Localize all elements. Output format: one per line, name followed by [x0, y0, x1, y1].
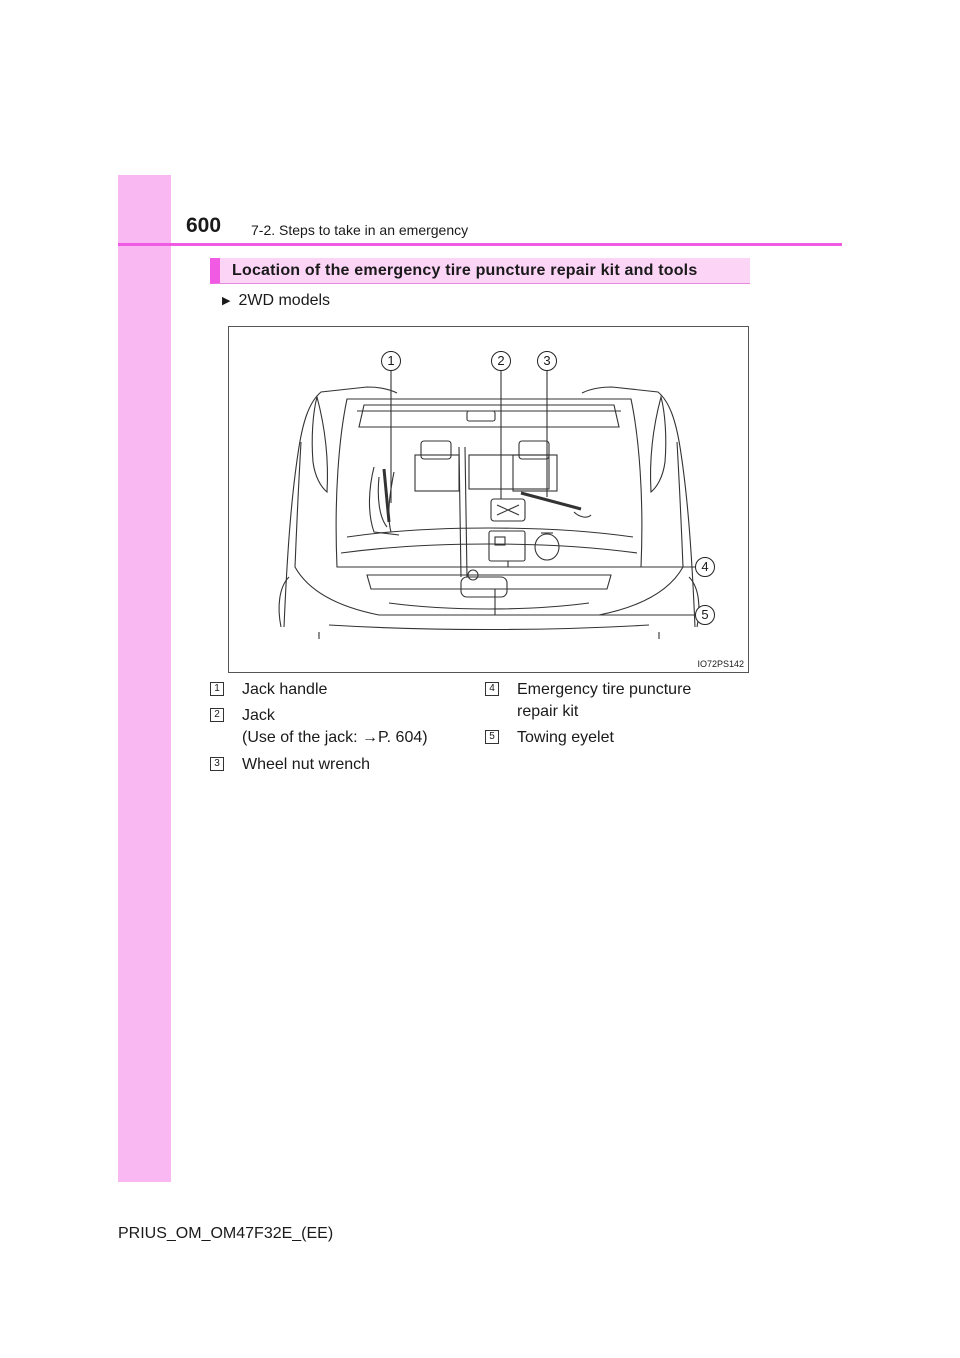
item-label: Wheel nut wrench: [242, 756, 371, 773]
item-label: Emergency tire puncture: [517, 681, 692, 698]
chapter-title: 7-2. Steps to take in an emergency: [251, 222, 469, 238]
page-number: 600: [186, 214, 222, 237]
callout-5: 5: [695, 605, 715, 625]
section-title: Location of the emergency tire puncture repair kit and tools: [232, 262, 698, 279]
figure-code: IO72PS142: [697, 659, 744, 669]
trunk-illustration: [228, 326, 749, 673]
item-label: Jack: [242, 707, 275, 724]
callout-1: 1: [381, 351, 401, 371]
trunk-drawing: [229, 327, 748, 672]
item-number: 5: [485, 730, 499, 744]
item-label: Jack handle: [242, 681, 328, 698]
callout-4: 4: [695, 557, 715, 577]
item-number: 4: [485, 682, 499, 696]
item-number: 3: [210, 757, 224, 771]
sidebar-tab: [118, 175, 171, 1182]
footer-doc-code: PRIUS_OM_OM47F32E_(EE): [118, 1225, 334, 1242]
triangle-bullet-icon: ▶: [222, 295, 231, 307]
callout-3: 3: [537, 351, 557, 371]
item-number: 2: [210, 708, 224, 722]
item-note: (Use of the jack: →P. 604): [242, 729, 428, 746]
item-label-cont: repair kit: [517, 703, 579, 720]
item-number: 1: [210, 682, 224, 696]
item-label: Towing eyelet: [517, 729, 614, 746]
callout-2: 2: [491, 351, 511, 371]
variant-text: 2WD models: [238, 292, 331, 309]
header-rule: [118, 243, 842, 246]
variant-label: [222, 292, 330, 310]
section-heading: [210, 258, 750, 284]
